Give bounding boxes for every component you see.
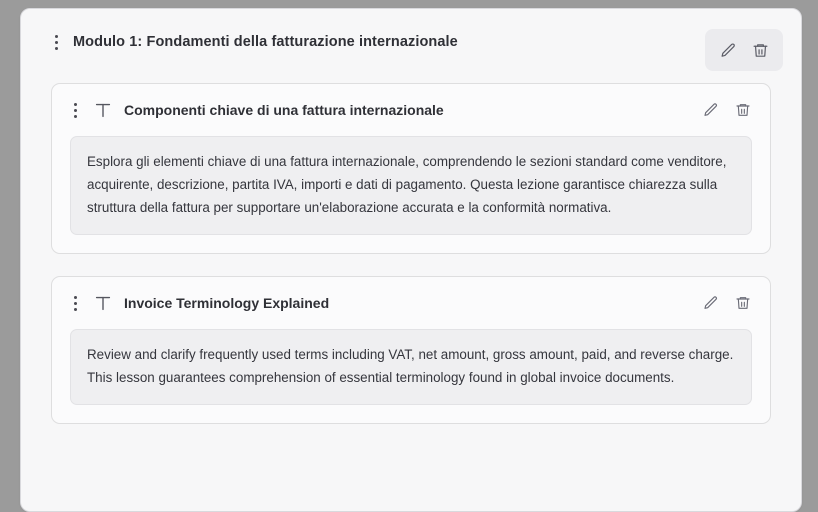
text-glyph-icon xyxy=(92,99,114,121)
lesson-description: Esplora gli elementi chiave di una fattura internazionale, comprendendo le sezioni standard come venditore, acquirente, descrizione, partita IVA, importi e dati di pagamento. Questa lezione garantisce chiarezza sulla struttura della fattura per supportare un'elaborazione accurata e la conformità normativa. xyxy=(87,154,727,216)
module-edit-button[interactable] xyxy=(715,37,741,63)
lesson-description-box xyxy=(70,136,752,235)
lesson-title: Componenti chiave di una fattura internazionale xyxy=(124,102,444,118)
lesson-card xyxy=(51,276,771,424)
pencil-icon xyxy=(720,42,737,59)
lesson-header xyxy=(52,84,770,136)
lesson-title: Invoice Terminology Explained xyxy=(124,295,330,312)
module-card xyxy=(20,8,802,512)
lesson-drag-handle-icon[interactable] xyxy=(68,99,82,121)
lesson-drag-handle-icon[interactable] xyxy=(68,292,82,314)
module-drag-handle-icon[interactable] xyxy=(49,31,63,53)
pencil-icon xyxy=(703,295,719,311)
module-title: Modulo 1: Fondamenti della fatturazione internazionale xyxy=(73,34,458,50)
lesson-edit-button[interactable] xyxy=(698,290,724,316)
lesson-header xyxy=(52,277,770,329)
module-delete-button[interactable] xyxy=(747,37,773,63)
lesson-description-box xyxy=(70,329,752,405)
lesson-action-group xyxy=(698,97,756,123)
pencil-icon xyxy=(703,102,719,118)
trash-icon xyxy=(752,42,769,59)
trash-icon xyxy=(735,295,751,311)
lesson-delete-button[interactable] xyxy=(730,290,756,316)
module-header xyxy=(21,9,801,75)
trash-icon xyxy=(735,102,751,118)
lesson-edit-button[interactable] xyxy=(698,97,724,123)
lesson-delete-button[interactable] xyxy=(730,97,756,123)
lesson-card xyxy=(51,83,771,254)
module-action-group xyxy=(705,29,783,71)
lesson-list xyxy=(21,75,801,446)
text-lesson-icon xyxy=(90,290,116,316)
text-glyph-icon xyxy=(92,292,114,314)
lesson-description: Review and clarify frequently used terms including VAT, net amount, gross amount, paid, and reverse charge. This lesson guarantees comprehension of essential terminology found in global invoice documents. xyxy=(87,347,734,386)
text-lesson-icon xyxy=(90,97,116,123)
lesson-action-group xyxy=(698,290,756,316)
